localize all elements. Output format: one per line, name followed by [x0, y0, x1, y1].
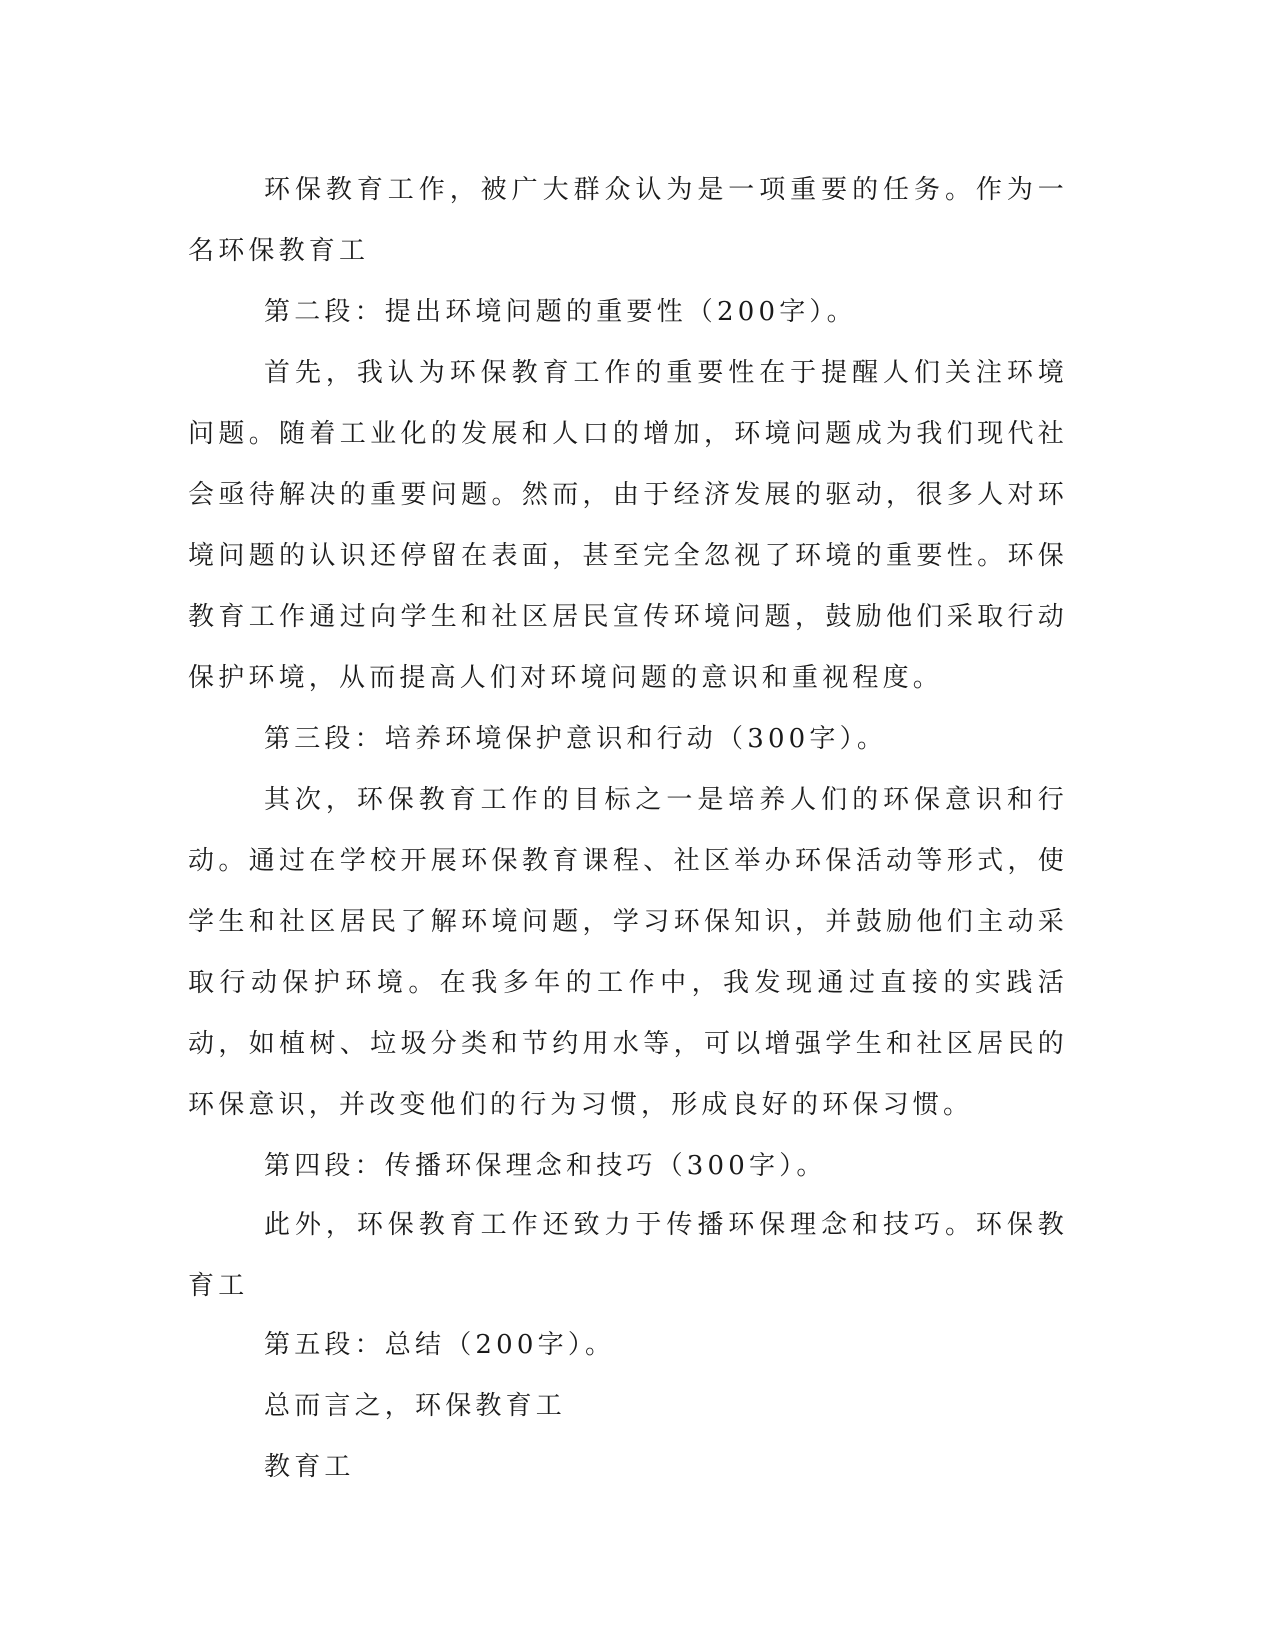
section-paragraph-3: 其次，环保教育工作的目标之一是培养人们的环保意识和行动。通过在学校开展环保教育课程、社区举办环保活动等形式，使学生和社区居民了解环境问题，学习环保知识，并鼓励他们主动采取行动保护环境。在我多年的工作中，我发现通过直接的实践活动，如植树、垃圾分类和节约用水等，可以增强学生和社区居民的环保意识，并改变他们的行为习惯，形成良好的环保习惯。	[188, 785, 1068, 1120]
section-heading-5: 第五段：总结（200字）。	[264, 1330, 616, 1360]
section-heading-4: 第四段：传播环保理念和技巧（300字）。	[264, 1151, 827, 1181]
intro-paragraph: 环保教育工作，被广大群众认为是一项重要的任务。作为一名环保教育工	[188, 175, 1068, 266]
section-paragraph-5: 总而言之，环保教育工	[264, 1391, 567, 1421]
section-paragraph-4: 此外，环保教育工作还致力于传播环保理念和技巧。环保教育工	[188, 1210, 1068, 1301]
trailing-fragment: 教育工	[264, 1452, 355, 1482]
section-heading-2: 第二段：提出环境问题的重要性（200字）。	[264, 297, 857, 327]
document-body	[188, 160, 1068, 1498]
section-heading-3: 第三段：培养环境保护意识和行动（300字）。	[264, 724, 888, 754]
section-paragraph-2: 首先，我认为环保教育工作的重要性在于提醒人们关注环境问题。随着工业化的发展和人口的增加，环境问题成为我们现代社会亟待解决的重要问题。然而，由于经济发展的驱动，很多人对环境问题的认识还停留在表面，甚至完全忽视了环境的重要性。环保教育工作通过向学生和社区居民宣传环境问题，鼓励他们采取行动保护环境，从而提高人们对环境问题的意识和重视程度。	[188, 358, 1068, 693]
